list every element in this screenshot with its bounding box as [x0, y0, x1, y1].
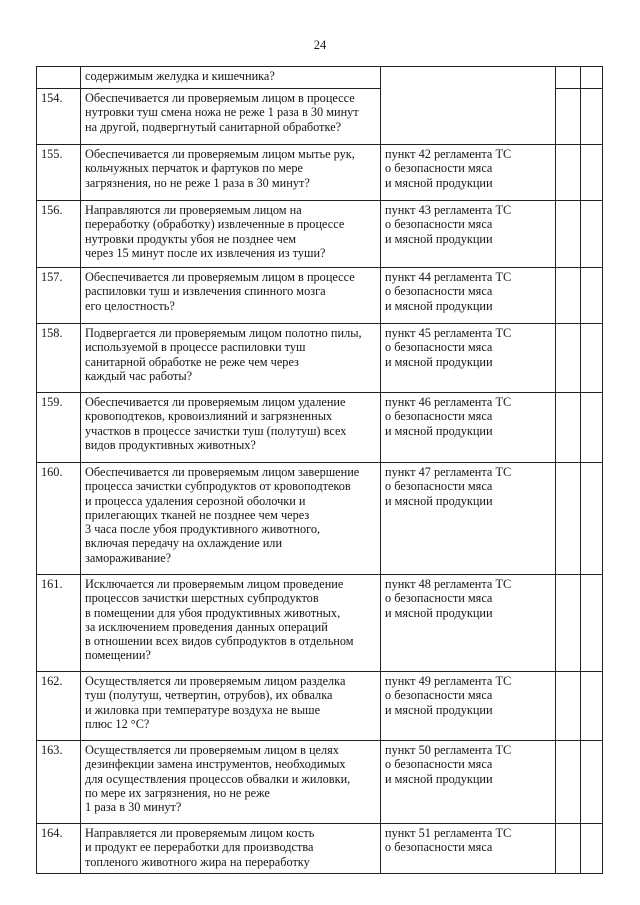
- question-cell: Обеспечивается ли проверяемым лицом в процессе нутровки туш смена ножа не реже 1 раза в 30 минут на другой, подвергнутый санитарной обработке?: [81, 89, 381, 145]
- row-number: 159.: [37, 393, 81, 463]
- answer-cell: [581, 463, 603, 575]
- answer-cell: [581, 824, 603, 874]
- answer-cell: [581, 67, 603, 89]
- reference-cell: [381, 67, 556, 145]
- answer-cell: [556, 67, 581, 89]
- answer-cell: [556, 575, 581, 672]
- row-number: 164.: [37, 824, 81, 874]
- row-number: 158.: [37, 324, 81, 393]
- answer-cell: [581, 741, 603, 824]
- answer-cell: [581, 145, 603, 201]
- question-cell: Обеспечивается ли проверяемым лицом завершение процесса зачистки субпродуктов от кровоподтеков и процесса удаления серозной оболочки и прилегающих тканей не позднее чем через 3 часа после убоя продуктивного животного, включая передачу на охлаждение или замораживание?: [81, 463, 381, 575]
- row-number: 160.: [37, 463, 81, 575]
- row-number: 162.: [37, 672, 81, 741]
- table-row: [37, 575, 603, 672]
- answer-cell: [556, 393, 581, 463]
- answer-cell: [581, 575, 603, 672]
- answer-cell: [556, 201, 581, 268]
- reference-cell: пункт 50 регламента ТС о безопасности мяса и мясной продукции: [381, 741, 556, 824]
- question-cell: Направляется ли проверяемым лицом кость и продукт ее переработки для производства топленого животного жира на переработку: [81, 824, 381, 874]
- row-number: 154.: [37, 89, 81, 145]
- answer-cell: [556, 268, 581, 324]
- row-number: 157.: [37, 268, 81, 324]
- table-row: [37, 201, 603, 268]
- reference-cell: пункт 46 регламента ТС о безопасности мяса и мясной продукции: [381, 393, 556, 463]
- answer-cell: [581, 201, 603, 268]
- question-cell: Обеспечивается ли проверяемым лицом мытье рук, кольчужных перчаток и фартуков по мере загрязнения, но не реже 1 раза в 30 минут?: [81, 145, 381, 201]
- table-row: [37, 741, 603, 824]
- table-row: [37, 463, 603, 575]
- answer-cell: [581, 89, 603, 145]
- answer-cell: [556, 741, 581, 824]
- reference-cell: пункт 45 регламента ТС о безопасности мяса и мясной продукции: [381, 324, 556, 393]
- reference-cell: пункт 43 регламента ТС о безопасности мяса и мясной продукции: [381, 201, 556, 268]
- question-cell: Обеспечивается ли проверяемым лицом в процессе распиловки туш и извлечения спинного мозга его целостность?: [81, 268, 381, 324]
- question-cell: Осуществляется ли проверяемым лицом разделка туш (полутуш, четвертин, отрубов), их обвалка и жиловка при температуре воздуха не выше плюс 12 °С?: [81, 672, 381, 741]
- question-cell: Исключается ли проверяемым лицом проведение процессов зачистки шерстных субпродуктов в помещении для убоя продуктивных животных, за исключением проведения данных операций в отношении всех видов субпродуктов в отдельном помещении?: [81, 575, 381, 672]
- table-row: [37, 672, 603, 741]
- reference-cell: пункт 49 регламента ТС о безопасности мяса и мясной продукции: [381, 672, 556, 741]
- reference-cell: пункт 47 регламента ТС о безопасности мяса и мясной продукции: [381, 463, 556, 575]
- answer-cell: [556, 145, 581, 201]
- answer-cell: [581, 324, 603, 393]
- answer-cell: [581, 268, 603, 324]
- row-number: 161.: [37, 575, 81, 672]
- table-row: [37, 824, 603, 874]
- answer-cell: [556, 324, 581, 393]
- table-row: [37, 268, 603, 324]
- page-number: 24: [313, 38, 327, 52]
- answer-cell: [556, 463, 581, 575]
- row-number: [37, 67, 81, 89]
- reference-cell: пункт 48 регламента ТС о безопасности мяса и мясной продукции: [381, 575, 556, 672]
- table-row: [37, 393, 603, 463]
- question-cell: Направляются ли проверяемым лицом на переработку (обработку) извлеченные в процессе нутровки продукты убоя не позднее чем через 15 минут после их извлечения из туши?: [81, 201, 381, 268]
- question-cell: Осуществляется ли проверяемым лицом в целях дезинфекции замена инструментов, необходимых для осуществления процессов обвалки и жиловки, по мере их загрязнения, но не реже 1 раза в 30 минут?: [81, 741, 381, 824]
- answer-cell: [581, 393, 603, 463]
- answer-cell: [556, 824, 581, 874]
- table-row: [37, 145, 603, 201]
- answer-cell: [556, 672, 581, 741]
- row-number: 155.: [37, 145, 81, 201]
- reference-cell: пункт 42 регламента ТС о безопасности мяса и мясной продукции: [381, 145, 556, 201]
- reference-cell: пункт 51 регламента ТС о безопасности мяса: [381, 824, 556, 874]
- answer-cell: [556, 89, 581, 145]
- table-row: [37, 324, 603, 393]
- answer-cell: [581, 672, 603, 741]
- row-number: 156.: [37, 201, 81, 268]
- question-cell: Подвергается ли проверяемым лицом полотно пилы, используемой в процессе распиловки туш санитарной обработке не реже чем через каждый час работы?: [81, 324, 381, 393]
- question-cell: Обеспечивается ли проверяемым лицом удаление кровоподтеков, кровоизлияний и загрязненных участков в процессе зачистки туш (полутуш) всех видов продуктивных животных?: [81, 393, 381, 463]
- reference-cell: пункт 44 регламента ТС о безопасности мяса и мясной продукции: [381, 268, 556, 324]
- checklist-table: [36, 66, 603, 874]
- table-row: [37, 67, 603, 89]
- row-number: 163.: [37, 741, 81, 824]
- question-cell: содержимым желудка и кишечника?: [81, 67, 381, 89]
